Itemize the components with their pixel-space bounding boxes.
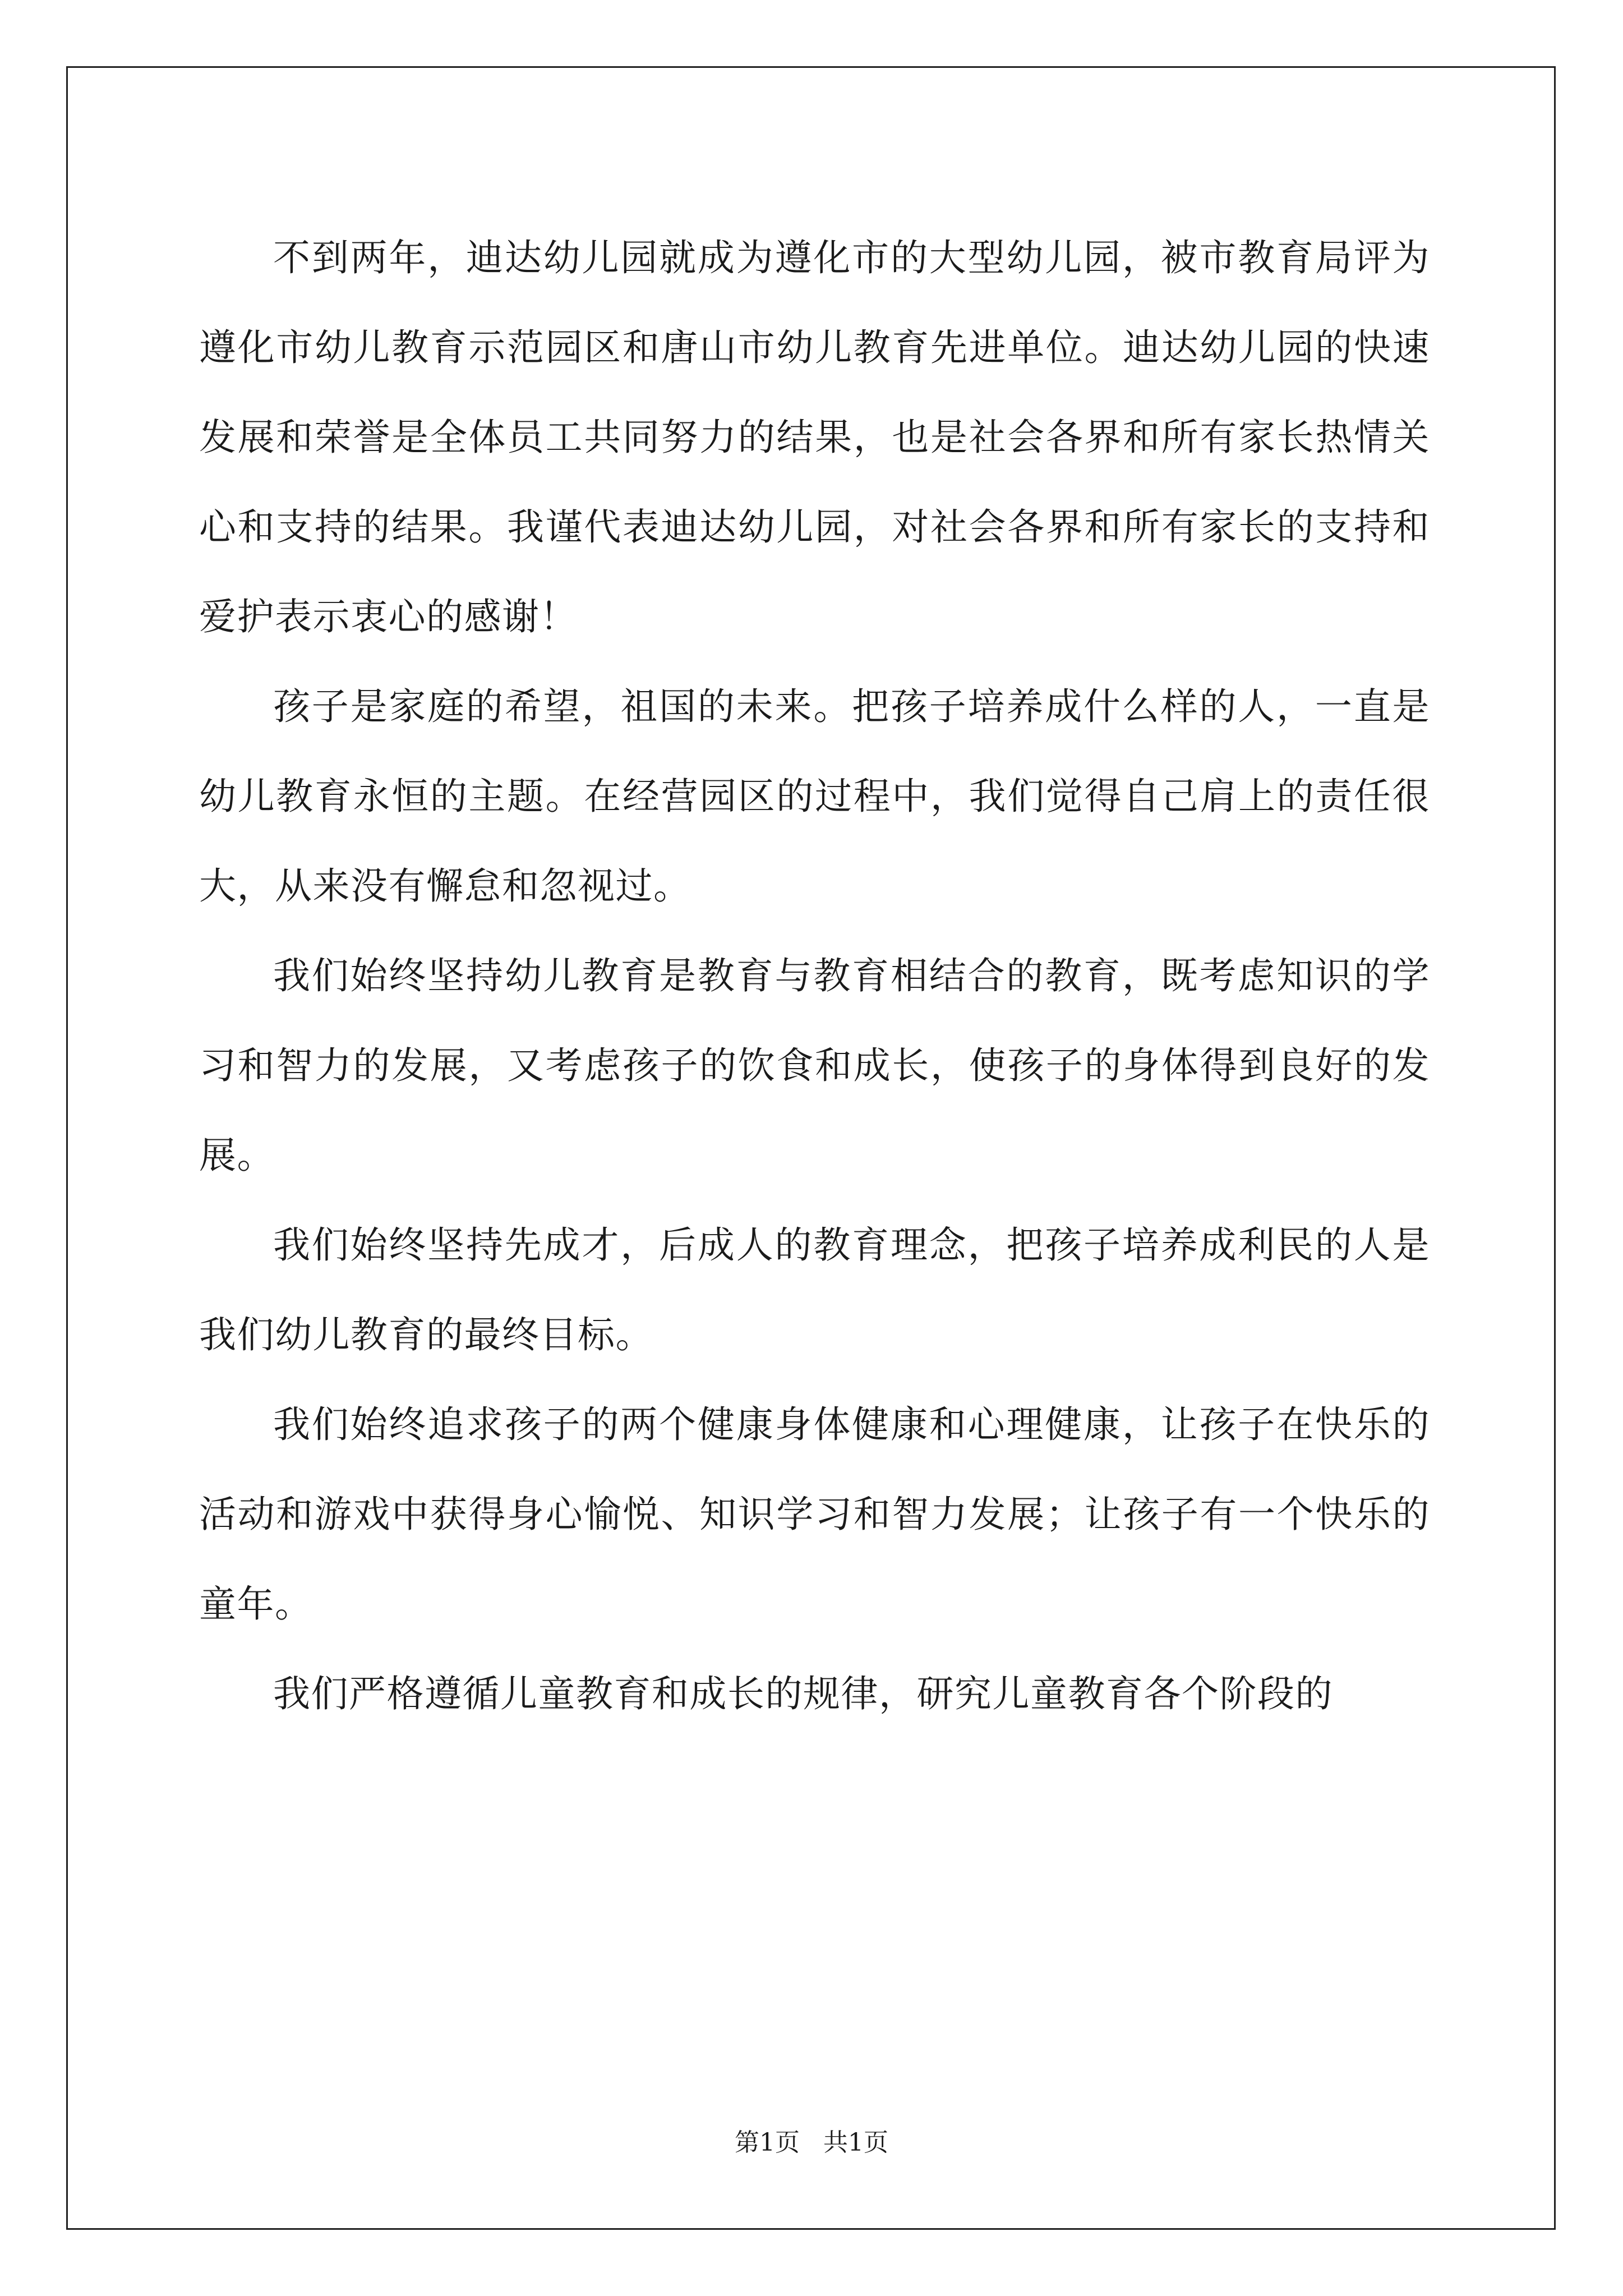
paragraph-2: 孩子是家庭的希望，祖国的未来。把孩子培养成什么样的人，一直是幼儿教育永恒的主题。在经营园区的过程中，我们觉得自己肩上的责任很大，从来没有懈怠和忽视过。 xyxy=(199,685,1430,908)
paragraph-3: 我们始终坚持幼儿教育是教育与教育相结合的教育，既考虑知识的学习和智力的发展，又考虑孩子的饮食和成长，使孩子的身体得到良好的发展。 xyxy=(199,954,1430,1177)
page-number: 第1页 xyxy=(735,2128,800,2157)
footer-gap xyxy=(800,2128,823,2157)
document-body xyxy=(199,213,1430,1739)
paragraph-5: 我们始终追求孩子的两个健康身体健康和心理健康，让孩子在快乐的活动和游戏中获得身心愉悦、知识学习和智力发展；让孩子有一个快乐的童年。 xyxy=(199,1403,1430,1626)
paragraph-1: 不到两年，迪达幼儿园就成为遵化市的大型幼儿园，被市教育局评为遵化市幼儿教育示范园区和唐山市幼儿教育先进单位。迪达幼儿园的快速发展和荣誉是全体员工共同努力的结果，也是社会各界和所有家长热情关心和支持的结果。我谨代表迪达幼儿园，对社会各界和所有家长的支持和爱护表示衷心的感谢！ xyxy=(199,236,1430,638)
paragraph-6: 我们严格遵循儿童教育和成长的规律，研究儿童教育各个阶段的 xyxy=(273,1672,1333,1715)
paragraph-4: 我们始终坚持先成才，后成人的教育理念，把孩子培养成利民的人是我们幼儿教育的最终目标。 xyxy=(199,1223,1430,1356)
page-footer xyxy=(0,2126,1623,2160)
total-pages: 共1页 xyxy=(823,2128,888,2157)
